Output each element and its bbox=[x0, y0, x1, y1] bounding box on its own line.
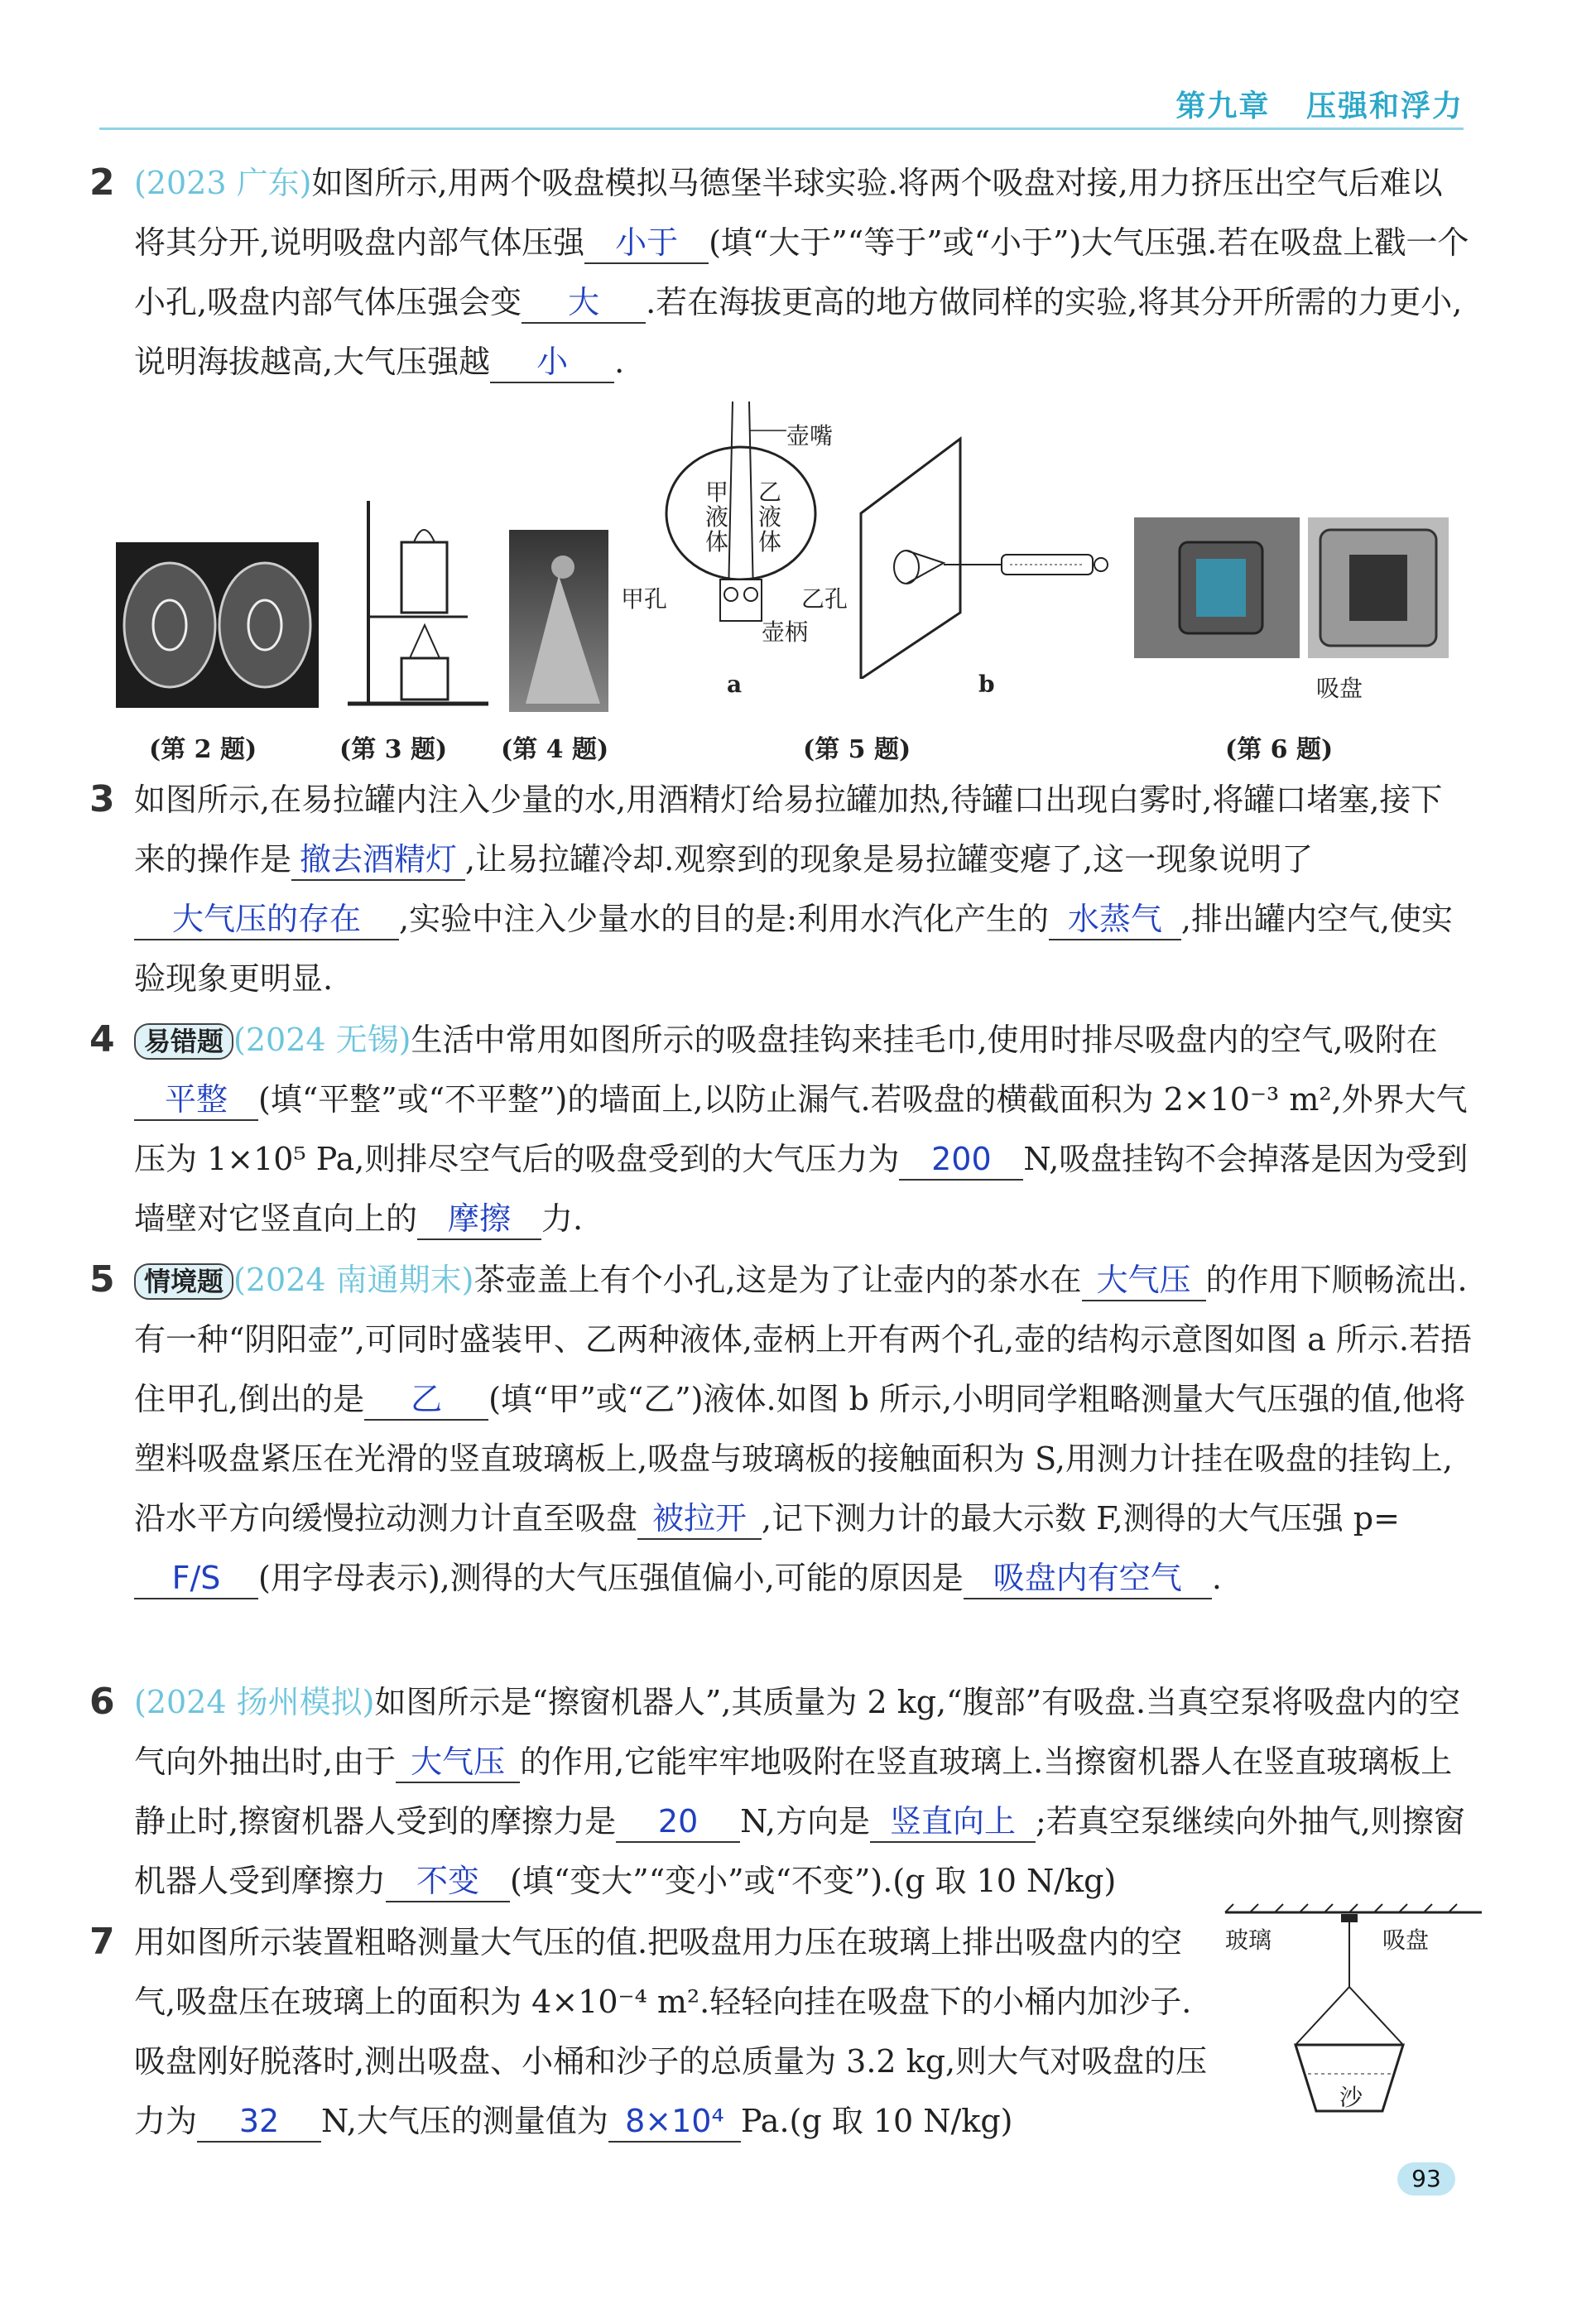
answer-blank[interactable]: 大气压 bbox=[396, 1742, 520, 1783]
question-source: (2024 南通期末) bbox=[233, 1262, 474, 1298]
question-text: .若在海拔更高的地方做同样的实验,将其分开所需的力更小,说明海拔越高,大气压强越 bbox=[134, 284, 1463, 380]
answer-blank[interactable]: 20 bbox=[616, 1801, 740, 1843]
question-3 bbox=[91, 770, 1473, 1008]
glass-label: 玻璃 bbox=[1225, 1926, 1272, 1954]
suction-label: 吸盘 bbox=[1316, 675, 1363, 702]
handle-label: 壶柄 bbox=[762, 618, 809, 646]
answer-blank[interactable]: 撤去酒精灯 bbox=[291, 839, 465, 881]
question-text: 的作用,它能牢牢地吸附在竖直玻璃上.当擦窗机器人在竖直玻璃板上静止时,擦窗机器人受到的摩擦力是 bbox=[134, 1743, 1453, 1840]
glass-plate-diagram bbox=[853, 430, 1134, 679]
suction-pad-icon bbox=[1308, 517, 1449, 658]
question-text: Pa.(g 取 10 N/kg) bbox=[740, 2103, 1013, 2139]
answer-blank[interactable]: 32 bbox=[197, 2101, 321, 2143]
liquid-a-label: 甲液体 bbox=[705, 479, 729, 556]
question-text: N,大气压的测量值为 bbox=[321, 2103, 608, 2139]
question-5 bbox=[91, 1250, 1473, 1608]
question-text: (填“平整”或“不平整”)的墙面上,以防止漏气.若吸盘的横截面积为 2×10⁻³ m²,外界大气压为 1×10⁵ Pa,则排尽空气后的吸盘受到的大气压力为 bbox=[134, 1081, 1468, 1177]
hole-a-label: 甲孔 bbox=[621, 585, 668, 613]
robot-icon bbox=[1134, 517, 1300, 658]
question-number: 6 bbox=[89, 1681, 115, 1723]
figure-caption: (第 3 题) bbox=[339, 735, 448, 764]
question-text: ,让易拉罐冷却.观察到的现象是易拉罐变瘪了,这一现象说明了 bbox=[465, 841, 1314, 878]
question-2 bbox=[91, 153, 1473, 392]
question-text: ,记下测力计的最大示数 F,测得的大气压强 p= bbox=[762, 1500, 1400, 1537]
answer-blank[interactable]: 小于 bbox=[584, 223, 709, 264]
answer-blank[interactable]: 乙 bbox=[364, 1379, 488, 1421]
towel-hook-photo bbox=[509, 530, 608, 712]
question-text: . bbox=[614, 344, 625, 380]
question-text: N,方向是 bbox=[740, 1803, 870, 1840]
question-number: 5 bbox=[89, 1258, 115, 1301]
suction-cups-icon bbox=[116, 542, 319, 708]
question-6 bbox=[91, 1672, 1473, 1911]
question-7 bbox=[91, 1912, 1217, 2151]
answer-blank[interactable]: 平整 bbox=[134, 1080, 258, 1121]
question-text: 的作用下顺畅流出.有一种“阴阳壶”,可同时盛装甲、乙两种液体,壶柄上开有两个孔,壶的结构示意图如图 a 所示.若捂住甲孔,倒出的是 bbox=[134, 1262, 1472, 1417]
sand-label: 沙 bbox=[1339, 2084, 1363, 2111]
question-text: N,吸盘挂钩不会掉落是因为受到墙壁对它竖直向上的 bbox=[134, 1141, 1469, 1237]
question-text: 如图所示是“擦窗机器人”,其质量为 2 kg,“腹部”有吸盘.当真空泵将吸盘内的空气向外抽出时,由于 bbox=[134, 1684, 1461, 1780]
can-heating-diagram bbox=[344, 493, 493, 712]
question-number: 2 bbox=[89, 161, 115, 204]
header-divider bbox=[99, 127, 1464, 130]
question-text: (填“大于”“等于”或“小于”)大气压强.若在吸盘上戳一个小孔,吸盘内部气体压强会变 bbox=[134, 224, 1469, 320]
figure-caption: (第 5 题) bbox=[803, 735, 911, 764]
figure-caption: (第 2 题) bbox=[149, 735, 257, 764]
answer-blank[interactable]: 吸盘内有空气 bbox=[964, 1558, 1212, 1599]
question-number: 3 bbox=[89, 778, 115, 820]
question-text: (填“变大”“变小”或“不变”).(g 取 10 N/kg) bbox=[510, 1863, 1117, 1899]
question-text: . bbox=[1211, 1560, 1222, 1596]
hole-b-label: 乙孔 bbox=[801, 585, 848, 613]
answer-blank[interactable]: 不变 bbox=[386, 1861, 510, 1902]
question-text: (用字母表示),测得的大气压强值偏小,可能的原因是 bbox=[258, 1560, 964, 1596]
answer-blank[interactable]: 8×10⁴ bbox=[608, 2101, 741, 2143]
question-text: ,实验中注入少量水的目的是:利用水汽化产生的 bbox=[399, 901, 1049, 937]
figure-5b-label: b bbox=[978, 671, 995, 698]
question-text: ,排出罐内空气,使实验现象更明显. bbox=[134, 901, 1454, 997]
question-text: 用如图所示装置粗略测量大气压的值.把吸盘用力压在玻璃上排出吸盘内的空气,吸盘压在玻璃上的面积为 4×10⁻⁴ m².轻轻向挂在吸盘下的小桶内加沙子.吸盘刚好脱落时,测出吸盘、小桶和沙子的总质量为 3.2 kg,则大气对吸盘的压力为 bbox=[134, 1924, 1208, 2139]
question-text: (填“甲”或“乙”)液体.如图 b 所示,小明同学粗略测量大气压强的值,他将塑料吸盘紧压在光滑的竖直玻璃板上,吸盘与玻璃板的接触面积为 S,用测力计挂在吸盘的挂钩上,沿水平方向缓慢拉动测力计直至吸盘 bbox=[134, 1381, 1466, 1537]
bucket-diagram bbox=[1217, 1896, 1490, 2161]
chapter-number: 第九章 bbox=[1175, 89, 1271, 123]
question-source: (2024 扬州模拟) bbox=[134, 1684, 375, 1720]
question-text: 如图所示,用两个吸盘模拟马德堡半球实验.将两个吸盘对接,用力挤压出空气后难以将其分开,说明吸盘内部气体压强 bbox=[134, 165, 1443, 261]
page-number: 93 bbox=[1397, 2162, 1455, 2196]
answer-blank[interactable]: 200 bbox=[899, 1139, 1023, 1181]
suction-label: 吸盘 bbox=[1382, 1926, 1430, 1954]
suction-bottom-photo bbox=[1308, 517, 1449, 658]
question-source: (2023 广东) bbox=[134, 165, 312, 201]
scenario-tag: 情境题 bbox=[134, 1263, 233, 1300]
answer-blank[interactable]: 摩擦 bbox=[417, 1199, 541, 1240]
answer-blank[interactable]: 小 bbox=[490, 342, 614, 383]
question-4 bbox=[91, 1010, 1473, 1248]
question-text: 茶壶盖上有个小孔,这是为了让壶内的茶水在 bbox=[474, 1262, 1082, 1298]
towel-icon bbox=[509, 530, 608, 712]
answer-blank[interactable]: F/S bbox=[134, 1558, 258, 1599]
answer-blank[interactable]: 竖直向上 bbox=[870, 1801, 1036, 1843]
liquid-b-label: 乙液体 bbox=[758, 479, 782, 556]
window-robot-photo bbox=[1134, 517, 1300, 658]
error-prone-tag: 易错题 bbox=[134, 1023, 233, 1060]
suction-cups-photo bbox=[116, 542, 319, 708]
answer-blank[interactable]: 大气压的存在 bbox=[134, 899, 399, 940]
spout-label: 壶嘴 bbox=[786, 422, 834, 450]
question-text: 如图所示,在易拉罐内注入少量的水,用酒精灯给易拉罐加热,待罐口出现白雾时,将罐口堵塞,接下来的操作是 bbox=[134, 782, 1443, 878]
question-source: (2024 无锡) bbox=[233, 1022, 411, 1058]
page-header bbox=[1175, 83, 1464, 125]
question-number: 4 bbox=[89, 1018, 115, 1060]
question-number: 7 bbox=[89, 1921, 115, 1963]
answer-blank[interactable]: 被拉开 bbox=[637, 1498, 762, 1540]
answer-blank[interactable]: 水蒸气 bbox=[1049, 899, 1181, 940]
figure-caption: (第 4 题) bbox=[501, 735, 609, 764]
question-text: ;若真空泵继续向外抽气,则擦窗机器人受到摩擦力 bbox=[134, 1803, 1465, 1899]
chapter-title: 压强和浮力 bbox=[1305, 89, 1464, 123]
question-text: 力. bbox=[541, 1200, 584, 1237]
answer-blank[interactable]: 大 bbox=[522, 282, 646, 324]
answer-blank[interactable]: 大气压 bbox=[1082, 1260, 1206, 1301]
figure-5a-label: a bbox=[727, 671, 743, 698]
figures-row bbox=[108, 397, 1515, 778]
question-text: 生活中常用如图所示的吸盘挂钩来挂毛巾,使用时排尽吸盘内的空气,吸附在 bbox=[411, 1022, 1438, 1058]
figure-caption: (第 6 题) bbox=[1225, 735, 1334, 764]
